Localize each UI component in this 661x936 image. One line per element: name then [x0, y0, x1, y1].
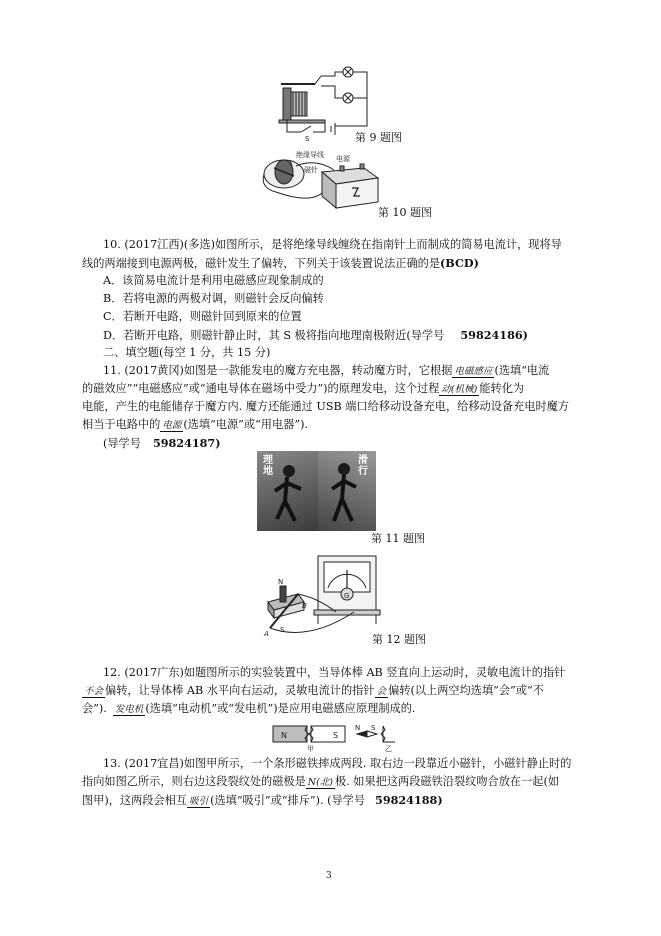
page-number: 3 [326, 871, 332, 881]
fig11-right-label: 滑行 [358, 455, 368, 477]
galvanometer-g-label: G [344, 592, 350, 600]
q11-answer-1: 电磁感应 [454, 366, 493, 377]
q11-line2 [82, 382, 524, 397]
q10-answer: (BCD) [440, 256, 479, 270]
rod-a-label: A [264, 630, 269, 638]
needle-n-label: N [355, 724, 361, 732]
q10-option-a: A．该简易电流计是利用电磁感应现象制成的 [103, 274, 324, 287]
figure-13 [271, 722, 401, 752]
magnet-n-pole-label: N [281, 731, 287, 740]
skater-silhouette [318, 451, 376, 531]
label-jia: 甲 [307, 745, 314, 752]
q11-text-d: 能转化为 [479, 382, 525, 395]
q10-line1 [103, 238, 562, 252]
q11-line4 [82, 418, 308, 433]
figure-12 [258, 548, 388, 642]
q12-line1: 12. (2017广东)如题图所示的实验装置中，当导体棒 AB 竖直向上运动时，灵敏电流计的指针 [103, 666, 566, 679]
q10-stem-cont: 线的两端接到电源两极，磁针发生了偏转，下列关于该装置说法正确的是 [82, 257, 441, 270]
q10-option-d [103, 328, 528, 343]
q12-text-a: 偏转，让导体棒 AB 水平向右运动，灵敏电流计的指针 [105, 684, 375, 697]
runner-silhouette [257, 451, 319, 531]
broken-magnet-diagram [271, 722, 401, 752]
fig10-caption: 第 10 题图 [378, 206, 432, 219]
fig11-caption: 第 11 题图 [371, 532, 425, 545]
q10-guide-number: 59824186) [460, 328, 528, 342]
rod-b-label: B [302, 602, 307, 610]
needle-s-label: S [371, 724, 376, 732]
figure-10 [256, 148, 386, 212]
q11-guide-label: (导学号 [103, 437, 141, 450]
q13-answer-1: N(北) [307, 777, 333, 788]
label-insulated-wire: 绝缘导线 [296, 151, 324, 159]
galvanometer-setup-diagram [258, 548, 388, 642]
compass-galvanometer-diagram [256, 148, 386, 212]
q13-text-a: 指向如图乙所示，则右边这段裂纹处的磁极是 [82, 775, 306, 788]
section-fill-in-heading: 二、填空题(每空 1 分，共 15 分) [103, 346, 271, 359]
q12-line2 [82, 684, 544, 699]
q10-stem: 10. (2017江西)(多选)如图所示，是将绝缘导线缠绕在指南针上而制成的简易电流计，现将导 [103, 238, 562, 251]
q11-guide [103, 436, 221, 451]
q12-text-d: (选填“电动机”或“发电机”)是应用电磁感应原理制成的. [145, 702, 416, 715]
q12-answer-2: 会 [376, 686, 387, 697]
q13-text-d: (选填“吸引”或“排斥”). (导学号 [210, 794, 366, 807]
q13-line2 [82, 775, 559, 790]
q11-line1 [103, 364, 549, 379]
q11-line3: 电能，产生的电能储存于魔方内. 魔方还能通过 USB 端口给移动设备充电，给移动设备充电时魔方 [82, 400, 570, 413]
q10-line2 [82, 256, 479, 271]
q10-option-d-text: D．若断开电路，则磁针静止时，其 S 极将指向地理南极附近(导学号 [103, 329, 445, 342]
q12-text-b: 偏转(以上两空均选填“会”或“不 [388, 684, 544, 697]
q13-text-c: 图甲)，这两段会相互 [82, 794, 188, 807]
q12-answer-3: 发电机 [114, 704, 144, 715]
switch-s-label: S [305, 135, 310, 142]
q13-answer-2: 吸引 [189, 796, 209, 807]
magnet-s-label: S [280, 626, 285, 634]
q11-text-c: 的磁效应”“电磁感应”或“通电导体在磁场中受力”)的原理发电，这个过程 [82, 382, 440, 395]
fig11-left-label: 理地 [263, 455, 273, 477]
q13-guide-number: 59824188) [375, 793, 443, 807]
q13-line1: 13. (2017宜昌)如图甲所示，一个条形磁铁摔成两段. 取右边一段靠近小磁针，小磁针静止时的 [103, 757, 572, 770]
magnet-s-pole-label: S [333, 731, 339, 740]
fig12-caption: 第 12 题图 [372, 633, 426, 646]
q13-text-b: 极. 如果把这两段磁铁沿裂纹吻合放在一起(如 [335, 775, 560, 788]
fig9-caption: 第 9 题图 [355, 131, 402, 144]
q11-answer-3: 电源 [162, 420, 182, 431]
q11-text-b: (选填“电流 [494, 364, 550, 377]
q12-line3 [82, 702, 415, 717]
q10-option-b: B．若将电源的两极对调，则磁针会反向偏转 [103, 292, 324, 305]
q12-answer-1: 不会 [84, 686, 104, 697]
label-needle: 磁针 [304, 166, 318, 174]
q11-text-a: 11. (2017黄冈)如图是一款能发电的魔方充电器，转动魔方时，它根据 [103, 364, 453, 377]
q12-text-c: 会”). [82, 702, 107, 715]
q11-answer-2: 动(机械) [441, 384, 478, 395]
q10-option-c: C．若断开电路，则磁针回到原来的位置 [103, 310, 302, 323]
q11-text-f: (选填“电源”或“用电器”). [183, 418, 309, 431]
q11-text-e: 相当于电路中的 [82, 418, 161, 431]
label-power: 电源 [336, 155, 350, 163]
q11-guide-number: 59824187) [152, 436, 221, 450]
fig11-photo-left [257, 451, 319, 531]
label-yi: 乙 [385, 745, 392, 752]
fig11-photo-right [318, 451, 376, 531]
q13-line3 [82, 793, 443, 809]
magnet-n-label: N [278, 578, 284, 586]
